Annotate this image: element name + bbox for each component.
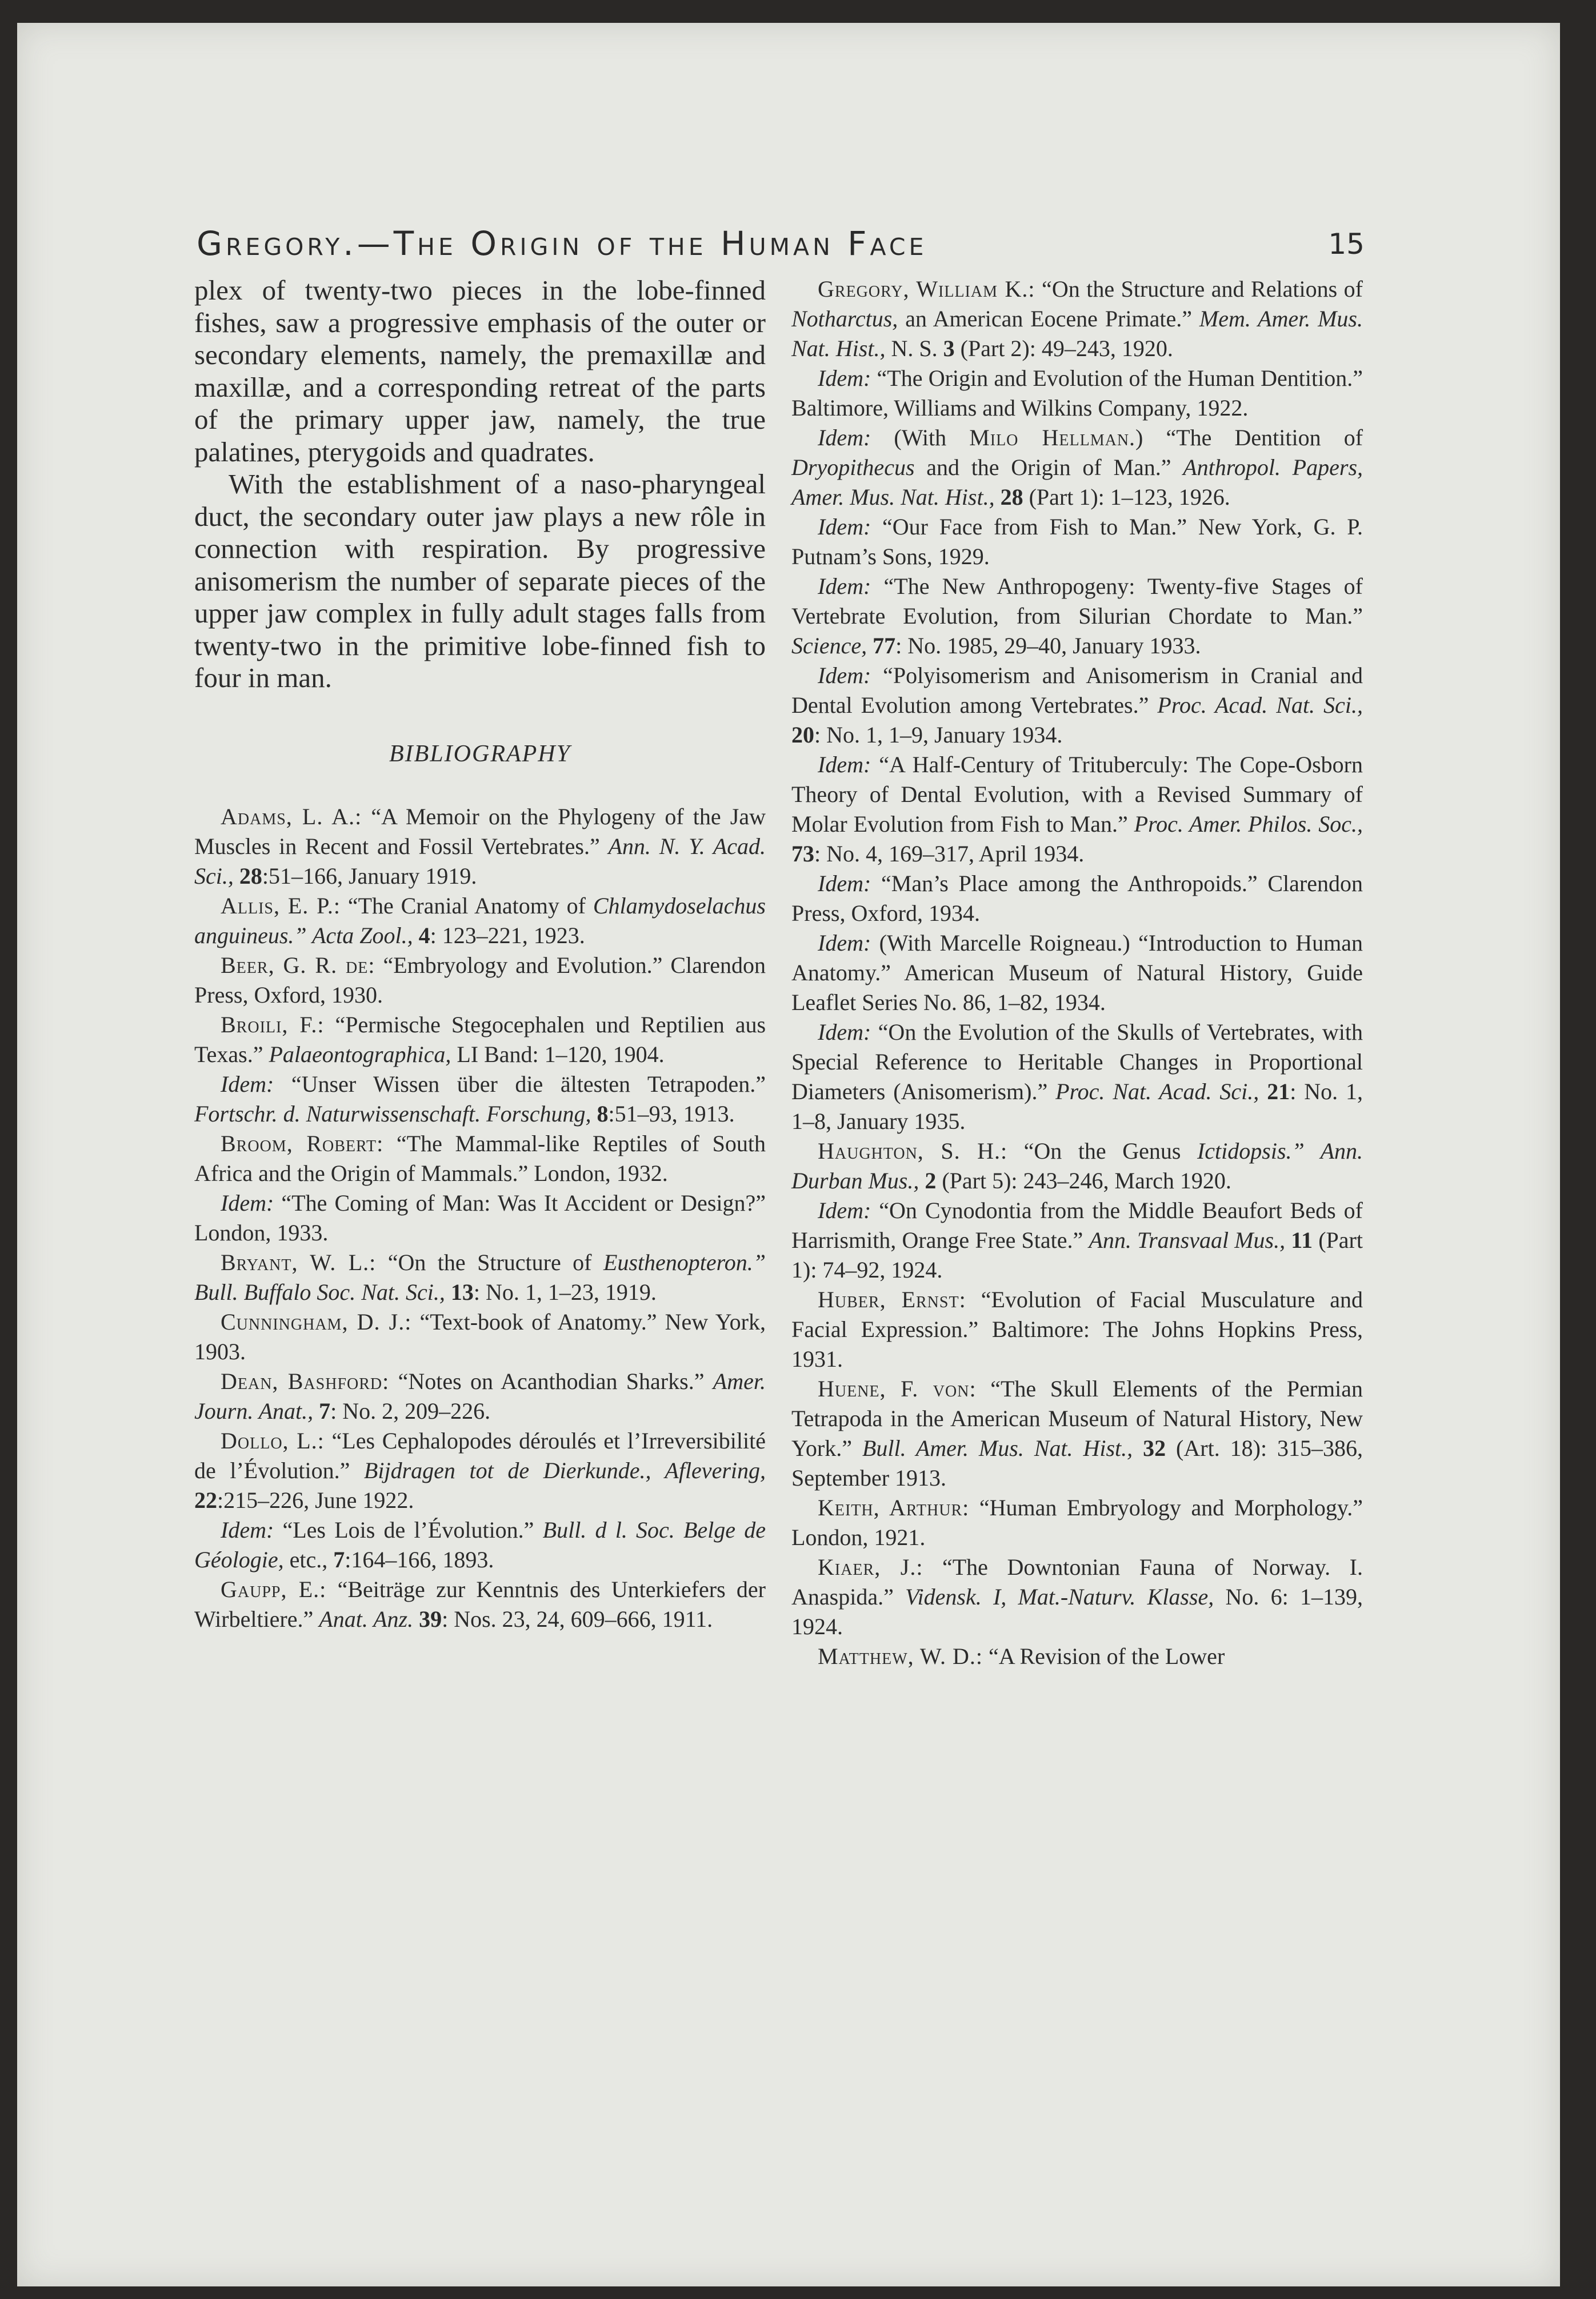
bibliography-entry — [194, 1426, 766, 1515]
entry-author: Gregory, William K.: — [818, 276, 1035, 302]
entry-text: : No. 1, 1–9, January 1934. — [814, 722, 1063, 748]
entry-text: “Les Cephalopodes déroulés et l’Irreversibilité de l’Évolution.” — [194, 1427, 766, 1483]
entry-text: 77 — [873, 633, 896, 658]
entry-author: Broili, F.: — [221, 1011, 325, 1037]
entry-text: 20 — [791, 722, 814, 748]
entry-text: “On the Evolution of the Skulls of Vertebrates, with Special Reference to Heritable Changes in Proportional Diameters (Anisomerism).” — [791, 1019, 1363, 1104]
entry-idem: Idem: — [818, 871, 871, 896]
entry-text: No. 6: 1–139, 1924. — [791, 1584, 1363, 1639]
entry-idem: Idem: — [818, 752, 871, 777]
entry-text: “The Cranial Anatomy of — [341, 892, 593, 919]
entry-text: “Embryology and Evolution.” Clarendon Press, Oxford, 1930. — [194, 952, 766, 1008]
entry-author: Keith, Arthur: — [818, 1495, 970, 1520]
entry-idem: Idem: — [221, 1516, 274, 1543]
entry-text: Proc. Amer. Philos. Soc., — [1134, 811, 1363, 837]
entry-author: Cunningham, D. J.: — [221, 1308, 412, 1335]
entry-text: Dryopithecus — [791, 454, 915, 480]
entry-text: (Part 1): 1–123, 1926. — [1023, 484, 1230, 510]
entry-author: Beer, G. R. de: — [221, 952, 375, 978]
page-number: 15 — [1328, 227, 1365, 261]
entry-text: : No. 1, 1–23, 1919. — [473, 1279, 657, 1305]
entry-text: 21 — [1267, 1079, 1290, 1104]
entry-text: and the Origin of Man.” — [914, 454, 1183, 480]
entry-text: “On Cynodontia from the Middle Beaufort Beds of Harrismith, Orange Free State.” — [791, 1198, 1363, 1253]
bibliography-entry — [791, 750, 1363, 869]
bibliography-entry — [194, 1248, 766, 1307]
entry-text: 28 — [1000, 484, 1023, 510]
entry-text: 73 — [791, 841, 814, 867]
entry-text — [1259, 1079, 1267, 1104]
entry-idem: Idem: — [818, 425, 871, 450]
entry-text: “A Memoir on the Phylogeny of the Jaw Muscles in Recent and Fossil Vertebrates.” — [194, 803, 766, 859]
entry-author: Adams, L. A.: — [221, 803, 362, 829]
entry-text: “The Mammal-like Reptiles of South Africa and the Origin of Mammals.” London, 1932. — [194, 1130, 766, 1186]
bibliography-entry — [791, 1196, 1363, 1285]
entry-text: Notharctus, — [791, 306, 898, 332]
bibliography-entry — [194, 951, 766, 1010]
bibliography-entry — [791, 869, 1363, 928]
bibliography-entry — [194, 1069, 766, 1129]
bibliography-entry — [791, 423, 1363, 512]
entry-text — [867, 633, 873, 658]
entry-text: 4 — [418, 922, 430, 948]
entry-text — [591, 1101, 597, 1127]
body-paragraph-2: With the establishment of a naso-pharyngeal duct, the secondary outer jaw plays a new rôle in connection with respiration. By progressive anisomerism the number of separate pieces of the upper jaw complex in fully adult stages falls from twenty-two in the primitive lobe-finned fish to four in man. — [194, 468, 766, 693]
right-column — [791, 274, 1363, 1671]
entry-text: Science, — [791, 633, 867, 658]
entry-text: : No. 2, 209–226. — [330, 1398, 491, 1424]
entry-text: an American Eocene Primate.” — [898, 306, 1199, 332]
entry-idem: Idem: — [818, 1019, 871, 1045]
entry-text: 2 — [925, 1168, 937, 1194]
bibliography-entry — [194, 1307, 766, 1367]
bibliography-list-left — [194, 802, 766, 1634]
entry-text: Ann. Transvaal Mus., — [1089, 1227, 1286, 1253]
entry-text: “The Downtonian Fauna of Norway. I. Anaspida.” — [791, 1554, 1363, 1610]
entry-idem: Idem: — [818, 573, 871, 599]
entry-text: :164–166, 1893. — [345, 1546, 494, 1572]
entry-text: Bull. Amer. Mus. Nat. Hist., — [862, 1435, 1133, 1461]
entry-author: Huber, Ernst: — [818, 1287, 966, 1312]
entry-text: “The Coming of Man: Was It Accident or Design?” London, 1933. — [194, 1190, 766, 1246]
entry-text — [413, 923, 419, 948]
body-paragraph-1: plex of twenty-two pieces in the lobe-finned fishes, saw a progressive emphasis of the outer or secondary elements, namely, the premaxillæ and maxillæ, and a corresponding retreat of the parts of the primary upper jaw, namely, the true palatines, pterygoids and quadrates. — [194, 274, 766, 468]
entry-text: Vidensk. I, Mat.-Naturv. Klasse, — [905, 1584, 1214, 1610]
entry-text: : No. 1985, 29–40, January 1933. — [895, 633, 1201, 658]
entry-author: Bryant, W. L.: — [221, 1249, 377, 1275]
entry-text: “Unser Wissen über die ältesten Tetrapoden.” — [274, 1071, 766, 1097]
entry-text: “Man’s Place among the Anthropoids.” Clarendon Press, Oxford, 1934. — [791, 871, 1363, 926]
entry-text: “The New Anthropogeny: Twenty-five Stages of Vertebrate Evolution, from Silurian Chordate to Man.” — [791, 573, 1363, 629]
page-header — [197, 224, 1365, 270]
entry-text: “A Half-Century of Trituberculy: The Cope-Osborn Theory of Dental Evolution, with a Revised Summary of Molar Evolution from Fish to Man.” — [791, 752, 1363, 837]
entry-text: “Evolution of Facial Musculature and Facial Expression.” Baltimore: The Johns Hopkins Press, 1931. — [791, 1287, 1363, 1372]
entry-text: Fortschr. d. Naturwissenschaft. Forschung, — [194, 1100, 591, 1127]
entry-text: (Part 2): 49–243, 1920. — [954, 336, 1173, 361]
entry-author: Gaupp, E.: — [221, 1576, 327, 1602]
bibliography-entry — [194, 1010, 766, 1069]
entry-text: “Beiträge zur Kenntnis des Unterkiefers der Wirbeltiere.” — [194, 1576, 766, 1632]
entry-text: (Part 1): 74–92, 1924. — [791, 1227, 1363, 1283]
entry-text: Proc. Acad. Nat. Sci., — [1157, 692, 1363, 718]
entry-author: Dollo, L.: — [221, 1427, 325, 1454]
entry-text: “Notes on Acanthodian Sharks.” — [389, 1368, 713, 1394]
entry-idem: Idem: — [818, 930, 871, 956]
entry-text: 13 — [450, 1279, 474, 1305]
entry-text: “On the Genus — [1007, 1138, 1197, 1164]
entry-text: “Human Embryology and Morphology.” London, 1921. — [791, 1495, 1363, 1550]
bibliography-entry — [194, 1515, 766, 1575]
entry-author: Haughton, S. H.: — [818, 1138, 1008, 1164]
entry-text: Chlamydoselachus anguineus.” Acta Zool., — [194, 892, 766, 948]
entry-idem: Idem: — [818, 365, 871, 391]
bibliography-entry — [791, 1136, 1363, 1196]
entry-text: “The Origin and Evolution of the Human Dentition.” Baltimore, Williams and Wilkins Company, 1922. — [791, 365, 1363, 421]
bibliography-entry — [791, 572, 1363, 661]
bibliography-entry — [194, 1575, 766, 1634]
entry-text: : No. 4, 169–317, April 1934. — [814, 841, 1085, 867]
entry-text — [1133, 1435, 1143, 1461]
entry-text: (With Marcelle Roigneau.) “Introduction to Human Anatomy.” American Museum of Natural History, Guide Leaflet Series No. 86, 1–82, 1934. — [791, 930, 1363, 1015]
entry-text: “Les Lois de l’Évolution.” — [274, 1516, 543, 1543]
entry-text — [919, 1168, 925, 1194]
entry-text: “The Skull Elements of the Permian Tetrapoda in the American Museum of Natural History, New York.” — [791, 1376, 1363, 1461]
bibliography-entry — [791, 1552, 1363, 1642]
bibliography-entry — [791, 274, 1363, 364]
bibliography-entry — [791, 512, 1363, 572]
entry-text: Bijdragen tot de Dierkunde., Aflevering, — [363, 1457, 766, 1483]
bibliography-entry — [791, 928, 1363, 1017]
entry-text: Anat. Anz. — [319, 1606, 414, 1632]
entry-text: 28 — [239, 863, 262, 889]
running-title: Gregory.—The Origin of the Human Face — [197, 224, 927, 263]
entry-idem: Idem: — [818, 514, 871, 540]
bibliography-entry — [791, 364, 1363, 423]
entry-text: “Our Face from Fish to Man.” New York, G. P. Putnam’s Sons, 1929. — [791, 514, 1363, 569]
entry-text: (Art. 18): 315–386, September 1913. — [791, 1435, 1363, 1491]
entry-text: Ann. N. Y. Acad. Sci., — [194, 833, 766, 889]
bibliography-entry — [791, 1642, 1363, 1671]
entry-text — [413, 1606, 419, 1632]
entry-text: 22 — [194, 1487, 217, 1513]
bibliography-heading: BIBLIOGRAPHY — [389, 740, 571, 767]
entry-author: Huene, F. von: — [818, 1376, 977, 1402]
entry-text: etc., — [283, 1546, 334, 1572]
entry-text: Mem. Amer. Mus. Nat. Hist., — [791, 306, 1363, 361]
entry-text: : 123–221, 1923. — [430, 922, 585, 948]
entry-text: “On the Structure and Relations of — [1035, 276, 1363, 302]
entry-text: “Polyisomerism and Anisomerism in Cranial and Dental Evolution among Vertebrates.” — [791, 662, 1363, 718]
entry-idem: Idem: — [221, 1071, 274, 1097]
entry-text: Ictidopsis.” Ann. Durban Mus., — [791, 1138, 1363, 1194]
bibliography-list-right — [791, 274, 1363, 1671]
entry-idem: Idem: — [818, 1198, 871, 1223]
bibliography-entry — [791, 1017, 1363, 1136]
bibliography-entry — [194, 1129, 766, 1188]
bibliography-entry — [194, 891, 766, 951]
entry-text: “A Revision of the Lower — [983, 1643, 1225, 1669]
entry-text — [313, 1398, 319, 1424]
entry-text: Palaeontographica, — [269, 1041, 451, 1067]
entry-text: N. S. — [885, 336, 943, 361]
bibliography-entry — [194, 802, 766, 891]
entry-text: :215–226, June 1922. — [217, 1487, 414, 1513]
entry-text: 7 — [333, 1546, 345, 1572]
entry-text: ) “The Dentition of — [1135, 425, 1363, 450]
entry-text: Milo Hellman. — [969, 425, 1136, 450]
entry-text: “On the Structure of — [376, 1249, 603, 1275]
entry-text: (Part 5): 243–246, March 1920. — [936, 1168, 1231, 1194]
entry-author: Matthew, W. D.: — [818, 1643, 983, 1669]
entry-idem: Idem: — [221, 1190, 274, 1216]
bibliography-entry — [791, 1493, 1363, 1552]
entry-author: Kiaer, J.: — [818, 1554, 923, 1580]
entry-text: :51–93, 1913. — [608, 1100, 735, 1127]
entry-text: (With — [871, 425, 970, 450]
entry-text: :51–166, January 1919. — [262, 863, 477, 889]
bibliography-entry — [791, 661, 1363, 750]
entry-text: Proc. Nat. Acad. Sci., — [1055, 1079, 1259, 1104]
entry-text: LI Band: 1–120, 1904. — [451, 1041, 665, 1067]
entry-text — [1285, 1227, 1291, 1253]
entry-text: 3 — [943, 336, 955, 361]
entry-author: Allis, E. P.: — [221, 892, 341, 919]
entry-text: : No. 1, 1–8, January 1935. — [791, 1079, 1363, 1134]
entry-author: Dean, Bashford: — [221, 1368, 390, 1394]
bibliography-entry — [194, 1367, 766, 1426]
entry-author: Broom, Robert: — [221, 1130, 384, 1156]
bibliography-entry — [194, 1188, 766, 1248]
entry-text: Eusthenopteron.” Bull. Buffalo Soc. Nat. Sci., — [194, 1249, 766, 1305]
entry-text: Bull. d l. Soc. Belge de Géologie, — [194, 1516, 766, 1572]
bibliography-entry — [791, 1285, 1363, 1374]
entry-text: Amer. Journ. Anat., — [194, 1368, 766, 1424]
entry-text: 32 — [1143, 1435, 1166, 1461]
entry-text: Anthropol. Papers, Amer. Mus. Nat. Hist., — [791, 454, 1363, 510]
entry-text — [995, 484, 1001, 510]
entry-text: : Nos. 23, 24, 609–666, 1911. — [442, 1606, 713, 1632]
entry-text — [234, 863, 239, 889]
entry-text: 11 — [1291, 1227, 1313, 1253]
entry-text: 8 — [597, 1100, 609, 1127]
left-column — [194, 274, 766, 1634]
entry-idem: Idem: — [818, 662, 871, 688]
entry-text — [445, 1279, 451, 1305]
entry-text: 7 — [319, 1398, 331, 1424]
entry-text: “Text-book of Anatomy.” New York, 1903. — [194, 1308, 766, 1364]
bibliography-entry — [791, 1374, 1363, 1493]
entry-text: “Permische Stegocephalen und Reptilien aus Texas.” — [194, 1011, 766, 1067]
entry-text: 39 — [419, 1606, 442, 1632]
